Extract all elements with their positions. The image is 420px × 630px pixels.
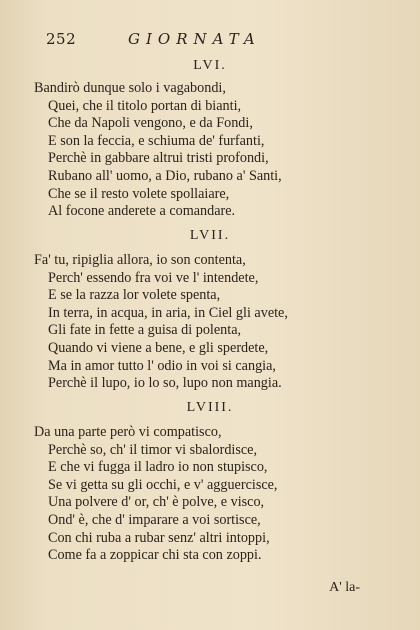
verse-line: Una polvere d' or, ch' è polve, e visco,	[48, 494, 265, 511]
verse-line: E son la feccia, e schiuma de' furfanti,	[48, 132, 265, 149]
verse-line: Come fa a zoppicar chi sta con zoppi.	[48, 547, 262, 564]
verse-line: In terra, in acqua, in aria, in Ciel gli avete,	[48, 304, 288, 321]
verse-line: Al focone anderete a comandare.	[48, 203, 236, 220]
page-number: 252	[46, 30, 77, 48]
stanza-lvii	[0, 252, 420, 393]
verse-line: Da una parte però vi compatisco,	[34, 424, 222, 440]
verse-line: Perch' essendo fra voi ve l' intendete,	[48, 269, 259, 286]
verse-line: Bandirò dunque solo i vagabondi,	[34, 80, 226, 96]
verse-line: Che se il resto volete spollaiare,	[48, 185, 230, 202]
verse-line: Perchè so, ch' il timor vi sbalordisce,	[48, 441, 258, 458]
verse-line: Con chi ruba a rubar senz' altri intoppi,	[48, 529, 270, 546]
verse-line: Perchè in gabbare altrui tristi profondi,	[48, 150, 269, 167]
running-head: GIORNATA	[128, 30, 261, 48]
verse-line: Quei, che il titolo portan di bianti,	[48, 97, 242, 114]
catchword: A' la-	[329, 580, 360, 595]
verse-line: Se vi getta su gli occhi, e v' agguercisce,	[48, 476, 278, 493]
verse-line: Quando vi viene a bene, e gli sperdete,	[48, 339, 269, 356]
stanza-title: LVI.	[193, 58, 227, 73]
page-header	[0, 30, 420, 50]
verse-line: Perchè il lupo, io lo so, lupo non mangia.	[48, 375, 282, 392]
stanza-lvi	[0, 80, 420, 221]
verse-line: E che vi fugga il ladro io non stupisco,	[48, 459, 268, 476]
verse-line: Rubano all' uomo, a Dio, rubano a' Santi,	[48, 167, 282, 184]
verse-line: E se la razza lor volete spenta,	[48, 287, 221, 304]
verse-line: Ond' è, che d' imparare a voi sortisce,	[48, 511, 261, 528]
stanza-title: LVIII.	[186, 400, 234, 415]
verse-line: Che da Napoli vengono, e da Fondi,	[48, 115, 253, 132]
stanza-lviii	[0, 424, 420, 565]
verse-line: Ma in amor tutto l' odio in voi si cangia,	[48, 357, 276, 374]
verse-line: Gli fate in fette a guisa di polenta,	[48, 322, 242, 339]
stanza-title: LVII.	[189, 228, 231, 243]
verse-line: Fa' tu, ripiglia allora, io son contenta,	[34, 252, 246, 268]
